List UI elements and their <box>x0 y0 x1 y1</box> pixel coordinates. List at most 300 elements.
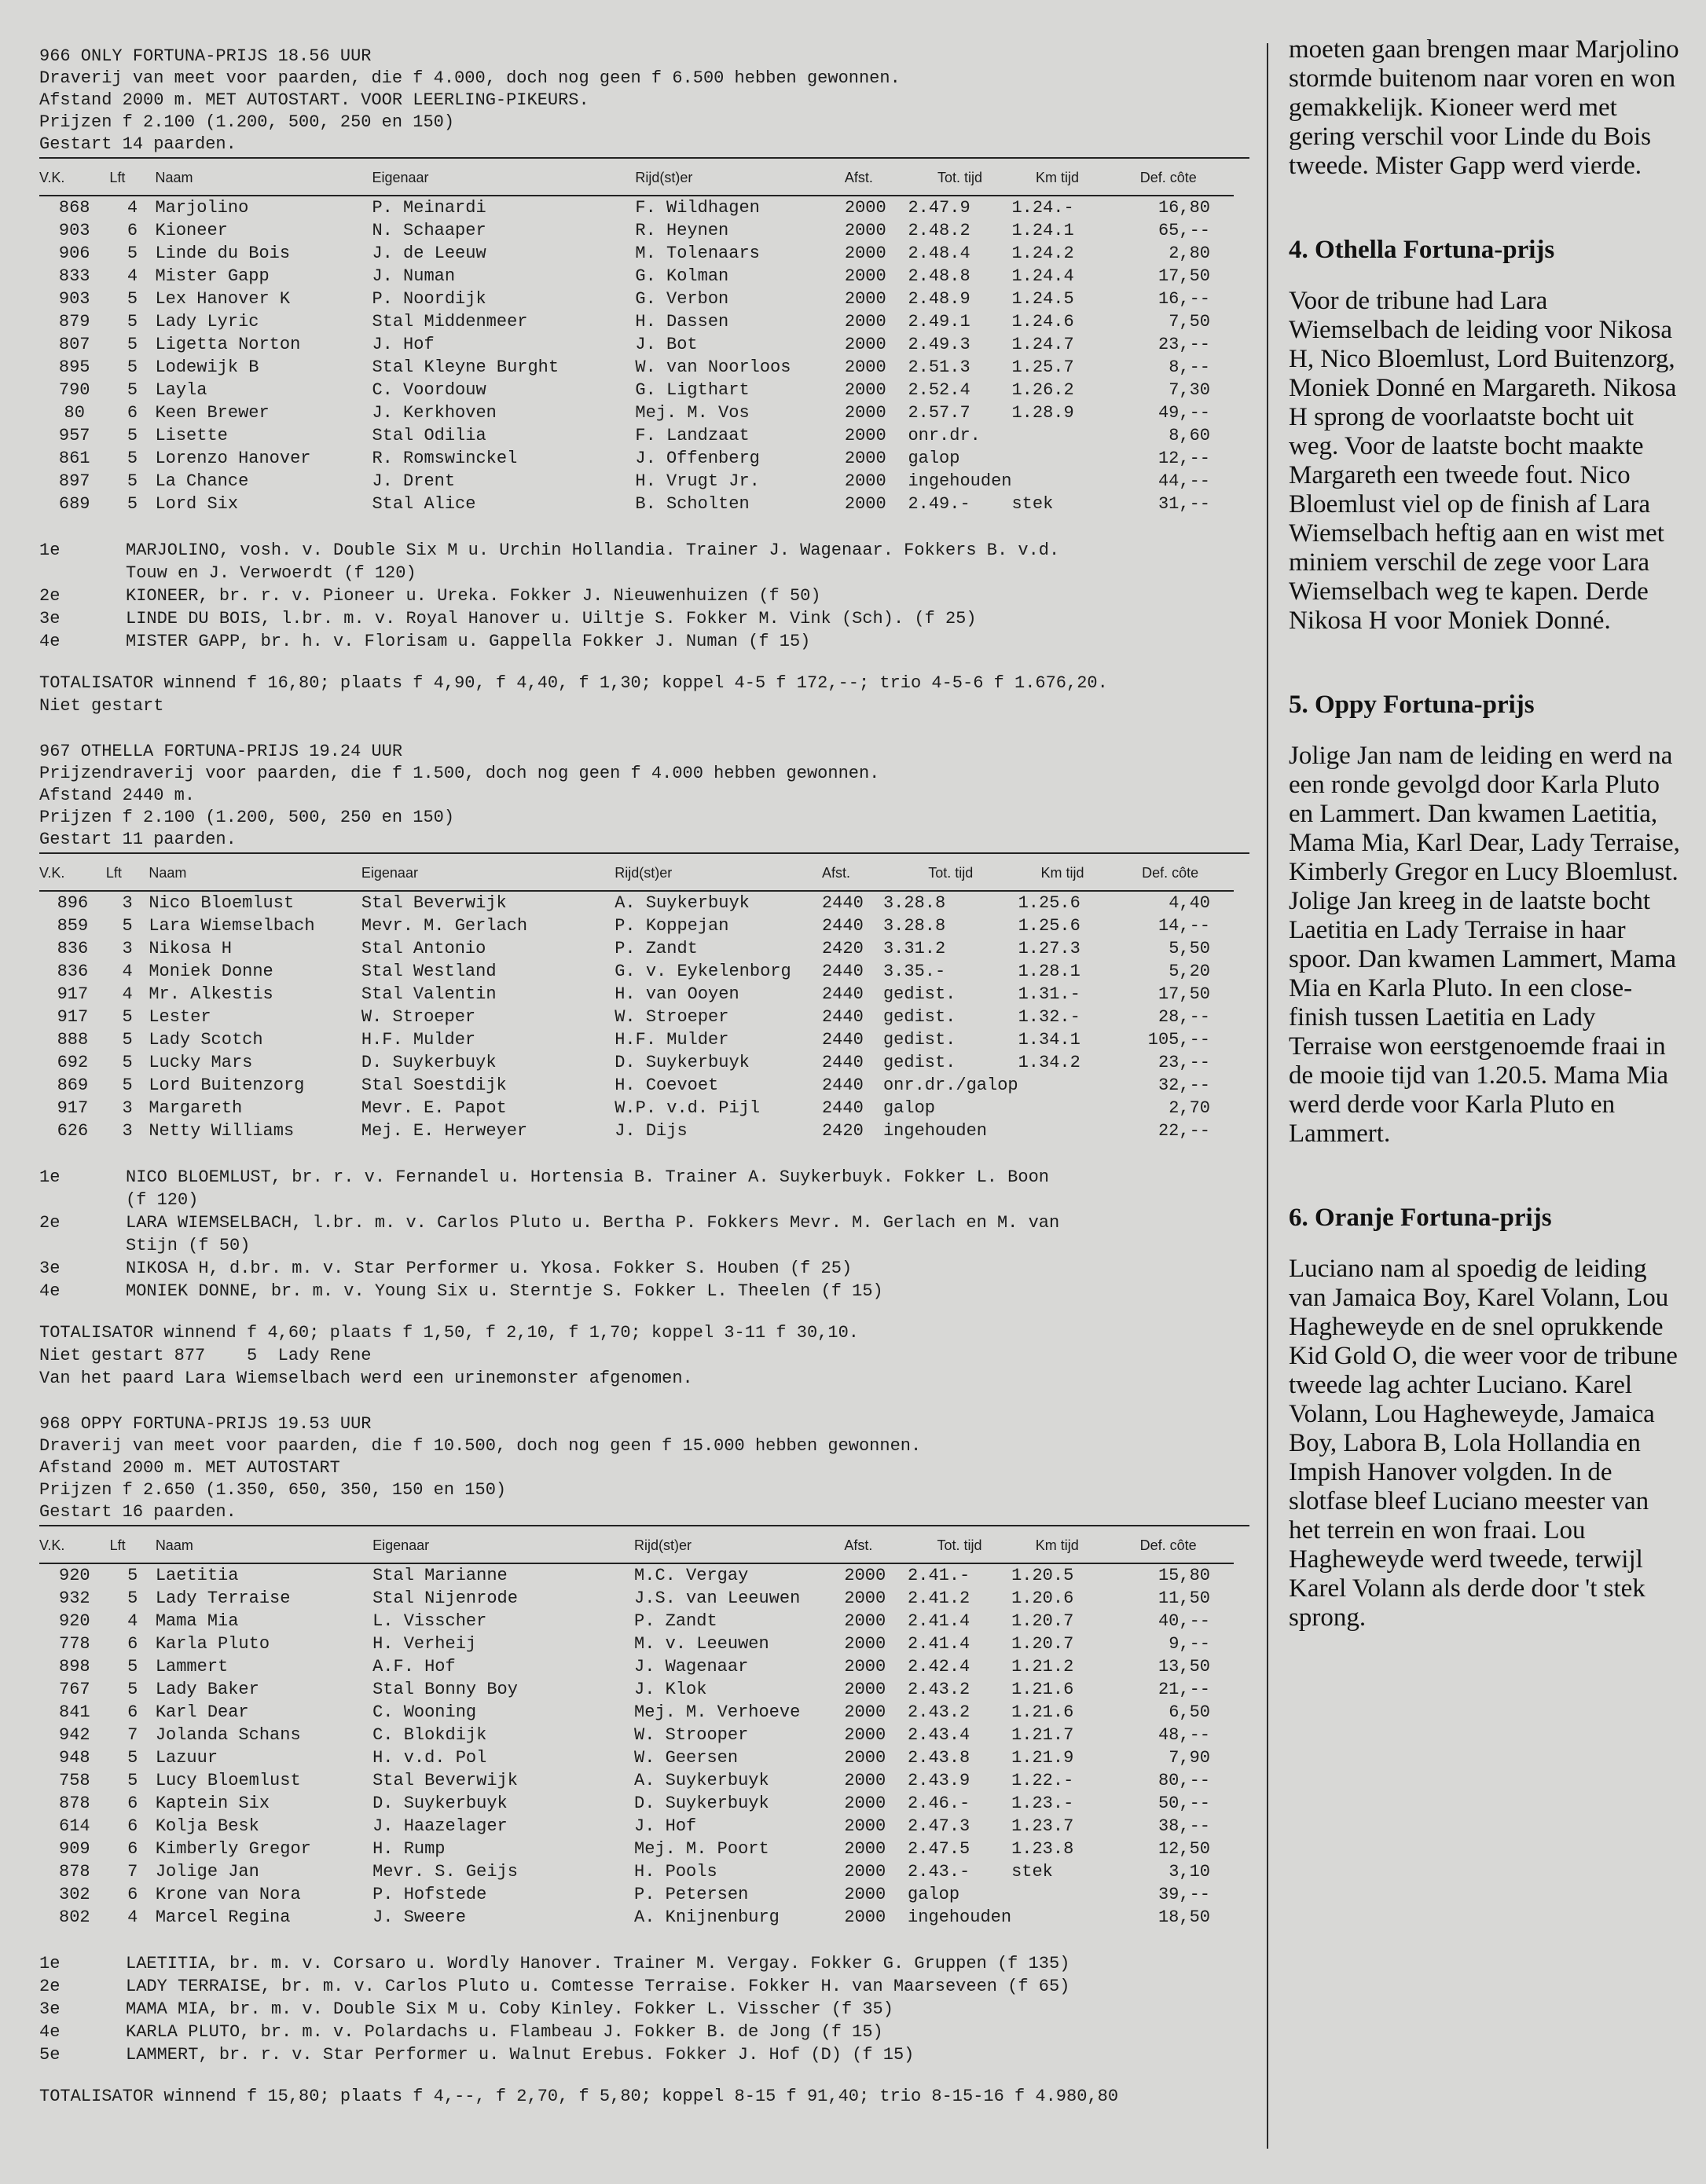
table-cell: 1.24.1 <box>1011 221 1074 240</box>
table-row <box>39 1792 1234 1815</box>
race-header-line: Gestart 11 paarden. <box>39 830 237 849</box>
table-cell: J. Drent <box>372 471 456 491</box>
table-cell: 1.20.7 <box>1011 1611 1074 1631</box>
table-cell: P. Hofstede <box>372 1885 487 1904</box>
placing-detail: LINDE DU BOIS, l.br. m. v. Royal Hanover u. Uiltje S. Fokker M. Vink (Sch). (f 25) <box>126 609 977 628</box>
table-cell: 2.41.2 <box>908 1589 970 1608</box>
table-cell: 17,50 <box>1158 266 1210 286</box>
placing-detail: LAETITIA, br. m. v. Corsaro u. Wordly Hanover. Trainer M. Vergay. Fokker G. Gruppen (f 135) <box>126 1954 1070 1973</box>
table-cell: Stal Beverwijk <box>372 1771 518 1790</box>
table-cell: 1.20.7 <box>1011 1634 1074 1654</box>
table-cell: 1.24.4 <box>1011 266 1074 286</box>
table-cell: 6 <box>127 1816 138 1836</box>
table-cell: W. van Noorloos <box>635 357 791 377</box>
placing-rank: 2e <box>39 1977 61 1996</box>
table-cell: 2000 <box>844 289 886 309</box>
table-row <box>39 310 1234 333</box>
table-cell: J. Klok <box>634 1680 707 1699</box>
placing-row <box>39 607 1249 630</box>
table-cell: Marcel Regina <box>155 1907 291 1927</box>
table-cell: 906 <box>58 244 90 263</box>
table-cell: 5 <box>127 426 138 445</box>
table-cell: Stal Alice <box>372 494 476 514</box>
table-cell: 1.21.2 <box>1011 1657 1074 1676</box>
table-cell: 4 <box>122 984 133 1004</box>
placing-detail: MARJOLINO, vosh. v. Double Six M u. Urchin Hollandia. Trainer J. Wagenaar. Fokkers B. v.d. Touw en J. Verwoerdt (f 120) <box>126 541 1060 583</box>
column-header: Rijd(st)er <box>634 1537 692 1553</box>
table-cell: 2.43.8 <box>908 1748 970 1768</box>
table-cell: 802 <box>59 1907 90 1927</box>
table-row <box>39 424 1234 447</box>
placing-row <box>39 1257 1249 1280</box>
table-cell: 920 <box>59 1566 90 1585</box>
table-cell: L. Visscher <box>372 1611 487 1631</box>
table-cell: 5 <box>127 380 138 400</box>
table-cell: Stal Bonny Boy <box>372 1680 518 1699</box>
table-row <box>39 1610 1234 1633</box>
table-cell: R. Heynen <box>635 221 729 240</box>
table-cell: Krone van Nora <box>155 1885 301 1904</box>
table-cell: 2000 <box>844 494 886 514</box>
column-header: Rijd(st)er <box>635 170 693 185</box>
race-header-line: Draverij van meet voor paarden, die f 10.500, doch nog geen f 15.000 hebben gewonnen. <box>39 1436 922 1456</box>
race-header-line: Gestart 14 paarden. <box>39 134 237 154</box>
table-cell: 5 <box>127 1680 138 1699</box>
column-header: Eigenaar <box>372 1537 430 1553</box>
table-cell: Ligetta Norton <box>155 335 301 354</box>
table-cell: 896 <box>57 893 89 913</box>
race-block <box>39 741 1249 1390</box>
table-cell: 2.47.9 <box>908 198 970 218</box>
table-cell: J. Wagenaar <box>634 1657 749 1676</box>
table-cell: 909 <box>59 1839 90 1859</box>
table-cell: 2000 <box>844 1794 886 1813</box>
table-cell: 626 <box>57 1121 89 1141</box>
table-cell: 18,50 <box>1158 1907 1210 1927</box>
table-cell: 15,80 <box>1158 1566 1210 1585</box>
table-cell: H. Vrugt Jr. <box>635 471 760 491</box>
table-cell: J. Kerkhoven <box>372 403 497 423</box>
column-header: Def. côte <box>1139 170 1197 185</box>
column-header: Def. côte <box>1142 865 1199 881</box>
table-cell: 898 <box>59 1657 90 1676</box>
placing-row <box>39 539 1249 584</box>
table-row <box>39 1028 1234 1051</box>
column-header: Km tijd <box>1040 865 1084 881</box>
table-cell: Mr. Alkestis <box>149 984 273 1004</box>
table-cell: 2440 <box>821 1098 864 1118</box>
table-cell: H. van Ooyen <box>615 984 739 1004</box>
table-cell: P. Petersen <box>634 1885 749 1904</box>
table-cell: 2000 <box>844 1907 886 1927</box>
placing-row <box>39 1211 1249 1257</box>
rule <box>39 157 1249 159</box>
table-cell: Stal Soestdijk <box>361 1076 507 1095</box>
table-cell: Mevr. E. Papot <box>361 1098 507 1118</box>
table-cell: 6 <box>127 1839 138 1859</box>
table-cell: Lady Lyric <box>155 312 259 332</box>
header-row <box>39 1528 1234 1563</box>
table-cell: M.C. Vergay <box>634 1566 749 1585</box>
table-cell: Lorenzo Hanover <box>155 449 311 468</box>
table-cell: Stal Marianne <box>372 1566 508 1585</box>
table-cell <box>1011 447 1102 470</box>
column-header: Afst. <box>844 170 873 185</box>
report-heading: 4. Othella Fortuna-prijs <box>1289 236 1555 264</box>
table-cell: 2000 <box>844 1566 886 1585</box>
table-cell: 5 <box>122 1030 133 1050</box>
table-cell: 1.31.- <box>1018 984 1080 1004</box>
table-cell: 5 <box>127 1771 138 1790</box>
table-row <box>39 242 1234 265</box>
placing-detail: MAMA MIA, br. m. v. Double Six M u. Coby Kinley. Fokker L. Visscher (f 35) <box>126 1999 893 2019</box>
column-header: Naam <box>155 170 193 185</box>
race-block <box>39 46 1249 717</box>
table-cell: J. Haazelager <box>372 1816 508 1836</box>
table-cell: C. Blokdijk <box>372 1725 487 1745</box>
table-cell: 4 <box>127 1611 138 1631</box>
table-cell: D. Suykerbuyk <box>615 1053 750 1072</box>
table-cell: 2440 <box>821 1076 864 1095</box>
table-cell: 2.42.4 <box>908 1657 970 1676</box>
table-cell: 14,-- <box>1158 916 1210 936</box>
table-cell: 2440 <box>821 893 864 913</box>
table-cell: 2000 <box>844 221 886 240</box>
table-cell: Mej. M. Vos <box>635 403 750 423</box>
placing-row <box>39 1975 1249 1998</box>
table-cell: 6 <box>127 1885 138 1904</box>
table-cell: 1.21.6 <box>1011 1680 1074 1699</box>
column-header: Km tijd <box>1036 170 1080 185</box>
table-cell: 1.28.9 <box>1011 403 1074 423</box>
column-header: Lft <box>109 1537 126 1553</box>
table-cell: 4,40 <box>1169 893 1210 913</box>
table-cell: Lodewijk B <box>155 357 259 377</box>
race-header-line: 968 OPPY FORTUNA-PRIJS 19.53 UUR <box>39 1414 372 1434</box>
table-cell: 1.21.6 <box>1011 1702 1074 1722</box>
table-cell: 836 <box>57 962 89 981</box>
table-cell: 80,-- <box>1158 1771 1210 1790</box>
table-cell: A. Knijnenburg <box>634 1907 780 1927</box>
table-row <box>39 1746 1234 1769</box>
table-cell: 2000 <box>844 1634 886 1654</box>
table-row <box>39 1701 1234 1724</box>
race-header-line: Afstand 2000 m. MET AUTOSTART <box>39 1458 340 1478</box>
table-cell: 2000 <box>844 403 886 423</box>
table-cell: H. Pools <box>634 1862 717 1882</box>
table-cell: 12,50 <box>1158 1839 1210 1859</box>
table-cell: Lammert <box>155 1657 229 1676</box>
table-cell: C. Wooning <box>372 1702 477 1722</box>
table-cell: Karla Pluto <box>155 1634 270 1654</box>
placing-detail: MISTER GAPP, br. h. v. Florisam u. Gappella Fokker J. Numan (f 15) <box>126 632 811 651</box>
table-cell: 2420 <box>821 1121 864 1141</box>
placing-detail: KARLA PLUTO, br. m. v. Polardachs u. Flambeau J. Fokker B. de Jong (f 15) <box>126 2022 883 2042</box>
table-cell: 5 <box>122 1076 133 1095</box>
table-cell: 1.22.- <box>1011 1771 1074 1790</box>
table-cell: P. Koppejan <box>615 916 729 936</box>
table-row <box>39 447 1234 470</box>
table-cell: 1.23.8 <box>1011 1839 1074 1859</box>
table-cell: 3.35.- <box>882 962 946 981</box>
rule <box>39 852 1249 854</box>
table-cell: Stal Westland <box>361 962 497 981</box>
placing-rank: 3e <box>39 1259 61 1278</box>
table-cell: 302 <box>59 1885 90 1904</box>
table-row <box>39 379 1234 401</box>
table-cell: 5 <box>122 916 133 936</box>
table-cell: 932 <box>59 1589 90 1608</box>
table-cell: 44,-- <box>1158 471 1210 491</box>
table-cell: 2000 <box>844 1771 886 1790</box>
table-cell: 105,-- <box>1147 1030 1210 1050</box>
table-cell: ingehouden <box>882 1121 987 1141</box>
table-cell: 868 <box>58 198 90 218</box>
table-cell: 50,-- <box>1158 1794 1210 1813</box>
table-cell: 6 <box>127 403 138 423</box>
table-cell: stek <box>1011 1862 1053 1882</box>
table-row <box>39 1074 1234 1097</box>
table-cell: 5 <box>127 471 138 491</box>
table-cell: R. Romswinckel <box>372 449 518 468</box>
table-cell: H.F. Mulder <box>361 1030 476 1050</box>
table-row <box>39 1860 1234 1883</box>
table-cell: 2000 <box>844 357 886 377</box>
placing-detail: LARA WIEMSELBACH, l.br. m. v. Carlos Pluto u. Bertha P. Fokkers Mevr. M. Gerlach en M. van Stijn (f 50) <box>126 1213 1060 1255</box>
race-results <box>39 46 1249 2131</box>
table-cell: P. Zandt <box>615 939 698 958</box>
table-cell: 2.48.8 <box>908 266 970 286</box>
table-cell: Nico Bloemlust <box>149 893 295 913</box>
table-cell: 2,80 <box>1169 244 1210 263</box>
table-cell: Mej. M. Verhoeve <box>634 1702 801 1722</box>
column-header: Naam <box>149 865 187 881</box>
table-cell: 39,-- <box>1158 1885 1210 1904</box>
column-header: Eigenaar <box>361 865 418 881</box>
table-cell: J. Dijs <box>615 1121 688 1141</box>
table-cell: J. Sweere <box>372 1907 466 1927</box>
table-cell: 2.48.9 <box>908 289 970 309</box>
table-cell: C. Voordouw <box>372 380 486 400</box>
table-cell: 3 <box>122 893 133 913</box>
table-cell: 5,50 <box>1169 939 1210 958</box>
table-row <box>39 288 1234 310</box>
table-cell: W. Stroeper <box>361 1007 476 1027</box>
table-cell: Kolja Besk <box>155 1816 259 1836</box>
table-cell: 7 <box>127 1725 138 1745</box>
table-cell: 888 <box>57 1030 89 1050</box>
table-cell: Kimberly Gregor <box>155 1839 311 1859</box>
table-cell: 2440 <box>821 916 864 936</box>
placing-row <box>39 630 1249 653</box>
table-cell: 2.43.- <box>908 1862 970 1882</box>
table-cell: 689 <box>58 494 90 514</box>
table-cell: 2.48.4 <box>908 244 970 263</box>
race-header-line: 967 OTHELLA FORTUNA-PRIJS 19.24 UUR <box>39 742 403 761</box>
table-cell: P. Zandt <box>634 1611 717 1631</box>
table-cell: 1.34.1 <box>1018 1030 1080 1050</box>
table-cell: 5 <box>122 1053 133 1072</box>
table-cell: 2.41.- <box>908 1566 970 1585</box>
table-cell: Lazuur <box>155 1748 218 1768</box>
table-cell: 897 <box>58 471 90 491</box>
table-cell: 778 <box>59 1634 90 1654</box>
table-cell: Jolanda Schans <box>155 1725 301 1745</box>
table-cell: 879 <box>58 312 90 332</box>
table-cell: 5 <box>127 1748 138 1768</box>
table-cell: 878 <box>59 1862 90 1882</box>
column-header: Def. côte <box>1139 1537 1197 1553</box>
placing-detail: LAMMERT, br. r. v. Star Performer u. Walnut Erebus. Fokker J. Hof (D) (f 15) <box>126 2045 915 2065</box>
table-cell: 859 <box>57 916 89 936</box>
table-cell: H. Coevoet <box>615 1076 719 1095</box>
table-cell: Kaptein Six <box>155 1794 270 1813</box>
table-row <box>39 265 1234 288</box>
table-cell: 2000 <box>844 1748 886 1768</box>
report-section-5 <box>1289 691 1682 1149</box>
table-cell: 40,-- <box>1158 1611 1210 1631</box>
table-cell: Stal Middenmeer <box>372 312 528 332</box>
table-cell: Jolige Jan <box>155 1862 259 1882</box>
table-cell: Linde du Bois <box>155 244 291 263</box>
table-cell: 2000 <box>844 1816 886 1836</box>
table-cell: 942 <box>59 1725 90 1745</box>
table-cell: Margareth <box>149 1098 243 1118</box>
table-cell: 3,10 <box>1169 1862 1210 1882</box>
table-cell: 807 <box>58 335 90 354</box>
placing-rank: 5e <box>39 2045 61 2065</box>
table-row <box>39 1883 1234 1906</box>
placing-row <box>39 1952 1249 1975</box>
table-cell: 2000 <box>844 244 886 263</box>
table-cell: 1.21.9 <box>1011 1748 1074 1768</box>
column-header: Lft <box>109 170 126 185</box>
placing-detail: KIONEER, br. r. v. Pioneer u. Ureka. Fokker J. Nieuwenhuizen (f 50) <box>126 586 821 606</box>
table-cell: N. Schaaper <box>372 221 486 240</box>
table-cell: 5 <box>127 1589 138 1608</box>
table-cell: galop <box>882 1098 935 1118</box>
table-cell: 2000 <box>844 266 886 286</box>
table-cell: M. v. Leeuwen <box>634 1634 769 1654</box>
table-cell: G. Ligthart <box>635 380 750 400</box>
table-cell: 1.24.- <box>1011 198 1074 218</box>
table-cell: 3.28.8 <box>882 893 946 913</box>
table-cell: 3 <box>122 1121 133 1141</box>
table-cell: 895 <box>58 357 90 377</box>
table-cell: 878 <box>59 1794 90 1813</box>
table-cell: P. Noordijk <box>372 289 486 309</box>
table-cell: 7,90 <box>1169 1748 1210 1768</box>
table-cell: 767 <box>59 1680 90 1699</box>
table-cell: 2.49.- <box>908 494 970 514</box>
table-cell: 2000 <box>844 1589 886 1608</box>
table-row <box>39 1119 1234 1142</box>
table-cell: J. Hof <box>634 1816 697 1836</box>
table-cell: 2.49.3 <box>908 335 970 354</box>
table-cell: 16,-- <box>1158 289 1210 309</box>
table-cell: Lex Hanover K <box>155 289 291 309</box>
table-row <box>39 1815 1234 1838</box>
column-header: Lft <box>105 865 122 881</box>
placing-row <box>39 1280 1249 1303</box>
table-cell: Stal Antonio <box>361 939 486 958</box>
table-cell: 17,50 <box>1158 984 1210 1004</box>
table-cell: 2.47.3 <box>908 1816 970 1836</box>
table-cell: B. Scholten <box>635 494 750 514</box>
table-cell: 13,50 <box>1158 1657 1210 1676</box>
table-cell: Moniek Donne <box>149 962 273 981</box>
totalisator-notes: TOTALISATOR winnend f 16,80; plaats f 4,90, f 4,40, f 1,30; koppel 4-5 f 172,--; trio 4-5-6 f 1.676,20. Niet gestart <box>39 673 1108 716</box>
placing-rank: 2e <box>39 1213 61 1233</box>
table-cell: galop <box>908 449 960 468</box>
table-cell: ingehouden <box>908 1907 1012 1927</box>
table-cell: J. Offenberg <box>635 449 760 468</box>
report-text: Luciano nam al spoedig de leiding van Jamaica Boy, Karel Volann, Lou Hagheweyde en de snel oprukkende Kid Gold O, die weer voor de tribune tweede lag achter Luciano. Karel Volann, Lou Hagheweyde, Jamaica Boy, Labora B, Lola Hollandia en Impish Hanover volgden. In de slotfase bleef Luciano meester van het terrein en won fraai. Lou Hagheweyde werd tweede, terwijl Karel Volann als derde door 't stek sprong. <box>1289 1255 1678 1632</box>
table-cell: Lord Six <box>155 494 239 514</box>
table-cell: P. Meinardi <box>372 198 486 218</box>
results-table <box>39 1528 1234 1929</box>
table-cell: 2000 <box>844 1725 886 1745</box>
table-cell: 1.20.6 <box>1011 1589 1074 1608</box>
table-cell: 614 <box>59 1816 90 1836</box>
table-cell: 790 <box>58 380 90 400</box>
table-cell: 2,70 <box>1169 1098 1210 1118</box>
table-cell: Lucy Bloemlust <box>155 1771 301 1790</box>
table-cell: Mister Gapp <box>155 266 270 286</box>
table-cell: 31,-- <box>1158 494 1210 514</box>
table-cell: Mevr. M. Gerlach <box>361 916 528 936</box>
table-cell: Mej. M. Poort <box>634 1839 769 1859</box>
table-cell <box>1011 470 1102 493</box>
table-cell: 2000 <box>844 380 886 400</box>
table-row <box>39 1051 1234 1074</box>
table-cell: 2000 <box>844 1885 886 1904</box>
table-row <box>39 219 1234 242</box>
table-cell: 5 <box>127 289 138 309</box>
report-text: Jolige Jan nam de leiding en werd na een ronde gevolgd door Karla Pluto en Lammert. Dan kwamen Laetitia, Mama Mia, Karl Dear, Lady Terraise, Kimberly Gregor en Lucy Bloemlust. Jolige Jan kreeg in de laatste bocht Laetitia en Lady Terraise in haar spoor. Dan kwamen Lammert, Mama Mia en Karla Pluto. In een close-finish tussen Laetitia en Lady Terraise won eerstgenoemde fraai in de mooie tijd van 1.20.5. Mama Mia werd derde voor Karla Pluto en Lammert. <box>1289 742 1680 1148</box>
table-cell: 758 <box>59 1771 90 1790</box>
table-cell: M. Tolenaars <box>635 244 760 263</box>
table-cell: 5 <box>127 357 138 377</box>
table-cell: H. Verheij <box>372 1634 477 1654</box>
table-cell: 2.51.3 <box>908 357 970 377</box>
table-cell: 1.32.- <box>1018 1007 1080 1027</box>
table-cell: 21,-- <box>1158 1680 1210 1699</box>
table-cell: Laetitia <box>155 1566 239 1585</box>
table-cell: gedist. <box>882 1053 956 1072</box>
table-cell <box>1018 1074 1107 1097</box>
table-cell: Mej. E. Herweyer <box>361 1121 528 1141</box>
table-cell <box>1011 1883 1102 1906</box>
table-row <box>39 891 1234 914</box>
table-cell: 2000 <box>844 198 886 218</box>
table-cell: F. Landzaat <box>635 426 750 445</box>
table-cell: 48,-- <box>1158 1725 1210 1745</box>
table-cell: 23,-- <box>1158 1053 1210 1072</box>
table-cell: Lady Baker <box>155 1680 259 1699</box>
table-cell: 1.24.2 <box>1011 244 1074 263</box>
table-cell: 5 <box>127 312 138 332</box>
table-cell <box>1011 424 1102 447</box>
table-row <box>39 196 1234 219</box>
table-cell <box>1018 1119 1107 1142</box>
report-section-6 <box>1289 1204 1682 1633</box>
placing-rank: 4e <box>39 1281 61 1301</box>
table-cell: 2000 <box>844 449 886 468</box>
placing-rank: 2e <box>39 586 61 606</box>
rule <box>39 1525 1249 1526</box>
table-cell: 917 <box>57 1098 89 1118</box>
